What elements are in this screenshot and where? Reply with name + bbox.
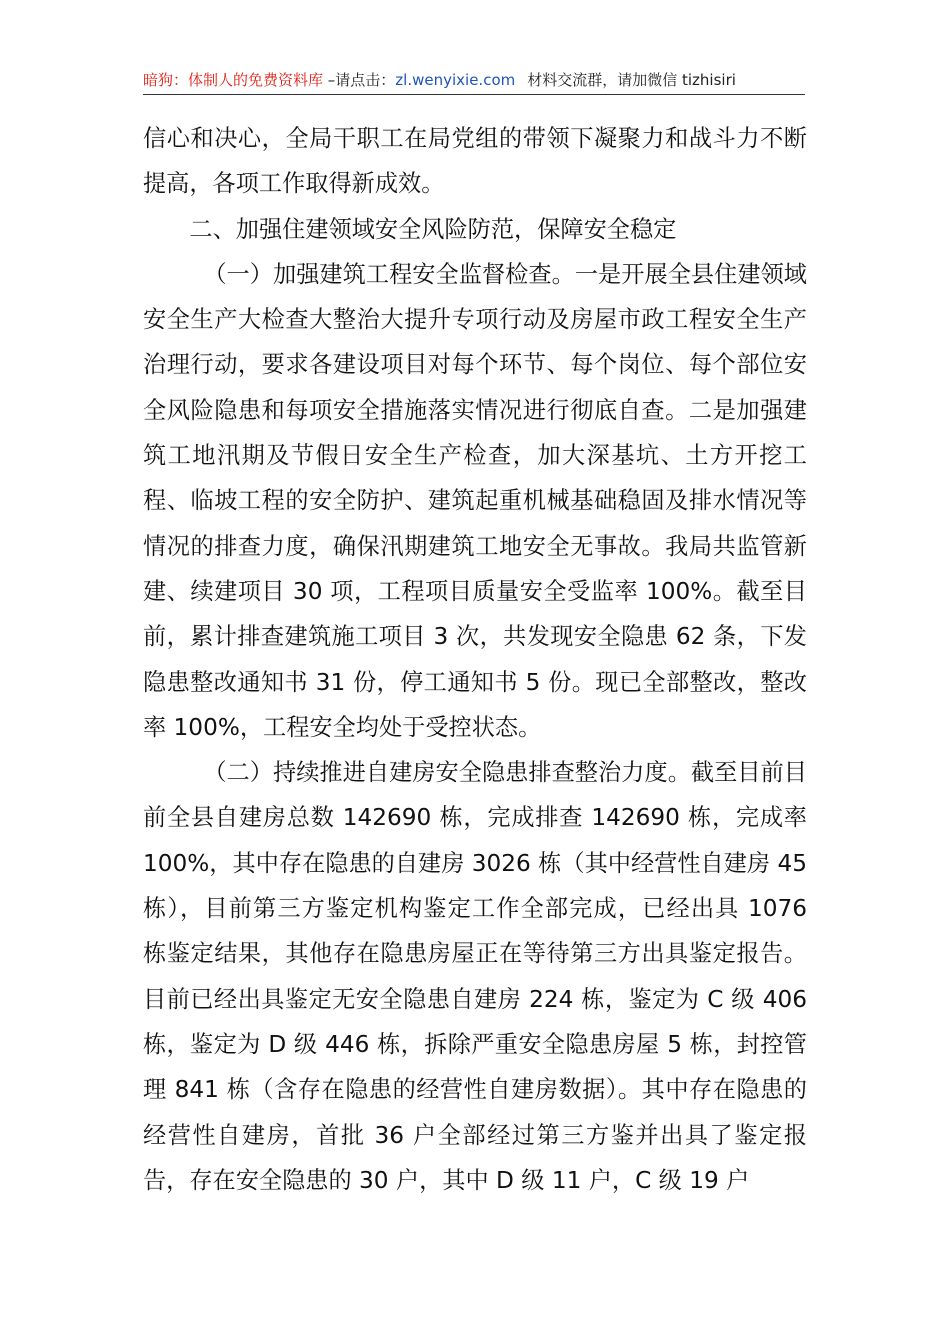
paragraph-continuation: 信心和决心，全局干职工在局党组的带领下凝聚力和战斗力不断提高，各项工作取得新成效。 bbox=[143, 125, 807, 198]
header-link[interactable]: zl.wenyixie.com bbox=[395, 71, 516, 89]
header-cta: –请点击： bbox=[323, 71, 396, 89]
section-heading: 二、加强住建领域安全风险防范，保障安全稳定 bbox=[189, 215, 677, 243]
paragraph-construction-safety: （一）加强建筑工程安全监督检查。一是开展全县住建领域安全生产大检查大整治大提升专项行动及房屋市政工程安全生产治理行动，要求各建设项目对每个环节、每个岗位、每个部位安全风险隐患和每项安全措施落实情况进行彻底自查。二是加强建筑工地汛期及节假日安全生产检查，加大深基坑、土方开挖工程、临坡工程的安全防护、建筑起重机械基础稳固及排水情况等情况的排查力度，确保汛期建筑工地安全无事故。我局共监管新建、续建项目 30 项，工程项目质量安全受监率 100%。截至目前，累计排查建筑施工项目 3 次，共发现安全隐患 62 条，下发隐患整改通知书 31 份，停工通知书 5 份。现已全部整改，整改率 100%，工程安全均处于受控状态。 bbox=[143, 260, 807, 741]
page-header bbox=[143, 68, 805, 95]
header-brand: 暗狗：体制人的免费资料库 bbox=[143, 71, 324, 89]
document-body bbox=[143, 116, 807, 1203]
paragraph-self-built-housing: （二）持续推进自建房安全隐患排查整治力度。截至目前目前全县自建房总数 142690 栋，完成排查 142690 栋，完成率 100%，其中存在隐患的自建房 3026 栋（其中经营性自建房 45 栋），目前第三方鉴定机构鉴定工作全部完成，已经出具 1076 栋鉴定结果，其他存在隐患房屋正在等待第三方出具鉴定报告。目前已经出具鉴定无安全隐患自建房 224 栋，鉴定为 C 级 406 栋，鉴定为 D 级 446 栋，拆除严重安全隐患房屋 5 栋，封控管理 841 栋（含存在隐患的经营性自建房数据）。其中存在隐患的经营性自建房，首批 36 户全部经过第三方鉴并出具了鉴定报告，存在安全隐患的 30 户，其中 D 级 11 户，C 级 19 户 bbox=[143, 759, 807, 1194]
header-group-note: 材料交流群，请加微信 tizhisiri bbox=[527, 71, 736, 89]
